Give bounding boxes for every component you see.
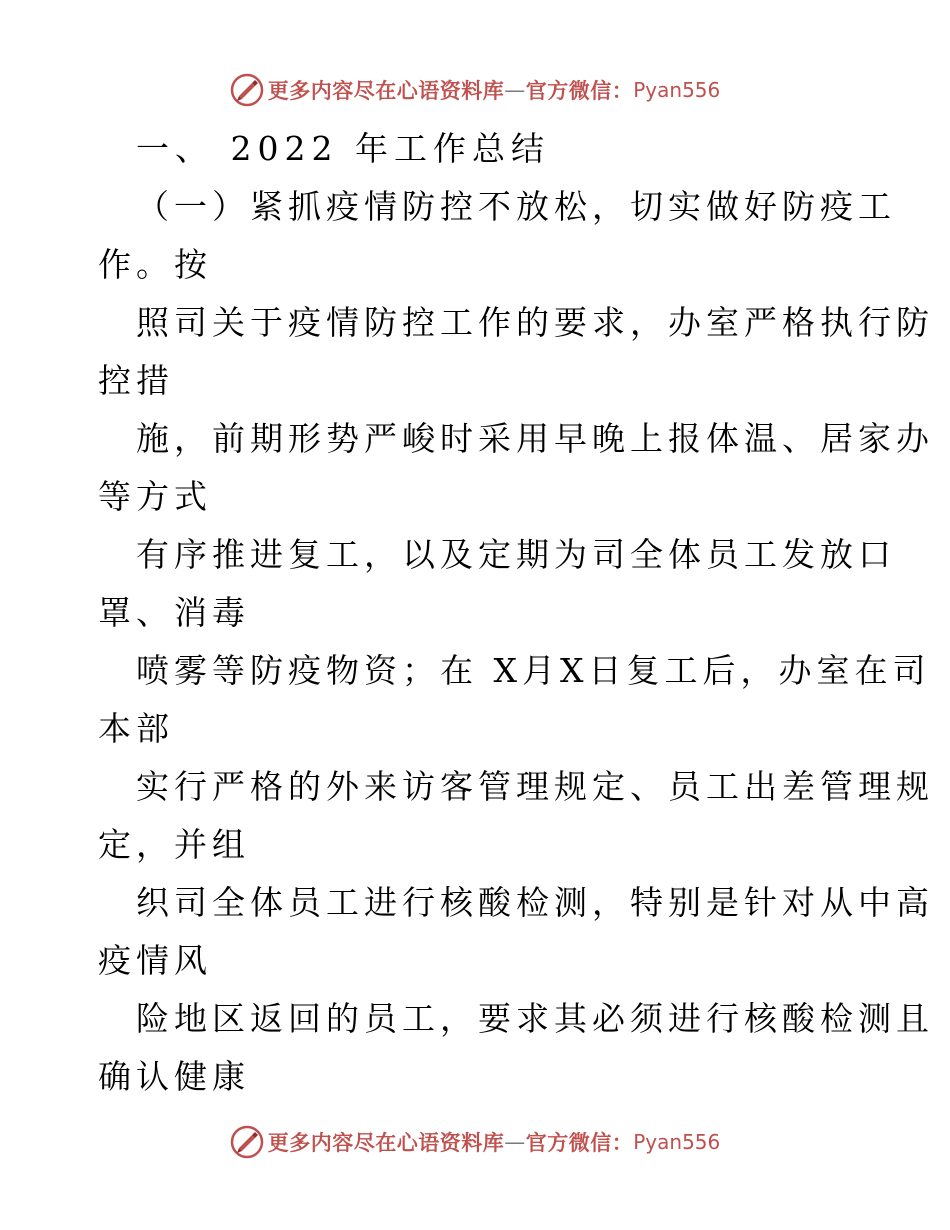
document-body <box>98 120 934 1106</box>
paragraph-line: 定，并组 <box>98 825 250 864</box>
paragraph-line: 疫情风 <box>98 941 212 980</box>
paragraph-line: 实行严格的外来访客管理规定、员工出差管理规 <box>136 767 934 806</box>
watermark-separator: — <box>504 78 526 102</box>
section-heading: 一、 2022 年工作总结 <box>136 129 550 168</box>
paragraph-line: 有序推进复工，以及定期为司全体员工发放口 <box>136 535 896 574</box>
paragraph-line: 确认健康 <box>98 1057 250 1096</box>
paragraph-line: 作。按 <box>98 245 212 284</box>
paragraph-line: 喷雾等防疫物资；在 X月X日复工后，办室在司 <box>136 651 931 690</box>
brand-logo-icon <box>230 1125 264 1159</box>
brand-logo-icon <box>230 73 264 107</box>
watermark-footer <box>0 1122 950 1162</box>
watermark-title: 更多内容尽在心语资料库 <box>267 1131 505 1155</box>
paragraph-line: 罩、消毒 <box>98 593 250 632</box>
watermark-header <box>0 70 950 110</box>
paragraph-line: （一）紧抓疫情防控不放松，切实做好防疫工 <box>136 187 896 226</box>
paragraph-line: 等方式 <box>98 477 212 516</box>
watermark-title: 更多内容尽在心语资料库 <box>267 79 505 103</box>
watermark-official: 官方微信： <box>525 1131 634 1155</box>
watermark-handle: Pyan556 <box>633 1130 721 1154</box>
paragraph-line: 织司全体员工进行核酸检测，特别是针对从中高 <box>136 883 934 922</box>
watermark-handle: Pyan556 <box>633 78 721 102</box>
paragraph-line: 险地区返回的员工，要求其必须进行核酸检测且 <box>136 999 934 1038</box>
paragraph-line: 施，前期形势严峻时采用早晚上报体温、居家办 <box>136 419 934 458</box>
watermark-separator: — <box>504 1130 526 1154</box>
paragraph-line: 本部 <box>98 709 174 748</box>
paragraph-line: 控措 <box>98 361 174 400</box>
watermark-official: 官方微信： <box>525 79 634 103</box>
paragraph-line: 照司关于疫情防控工作的要求，办室严格执行防 <box>136 303 934 342</box>
